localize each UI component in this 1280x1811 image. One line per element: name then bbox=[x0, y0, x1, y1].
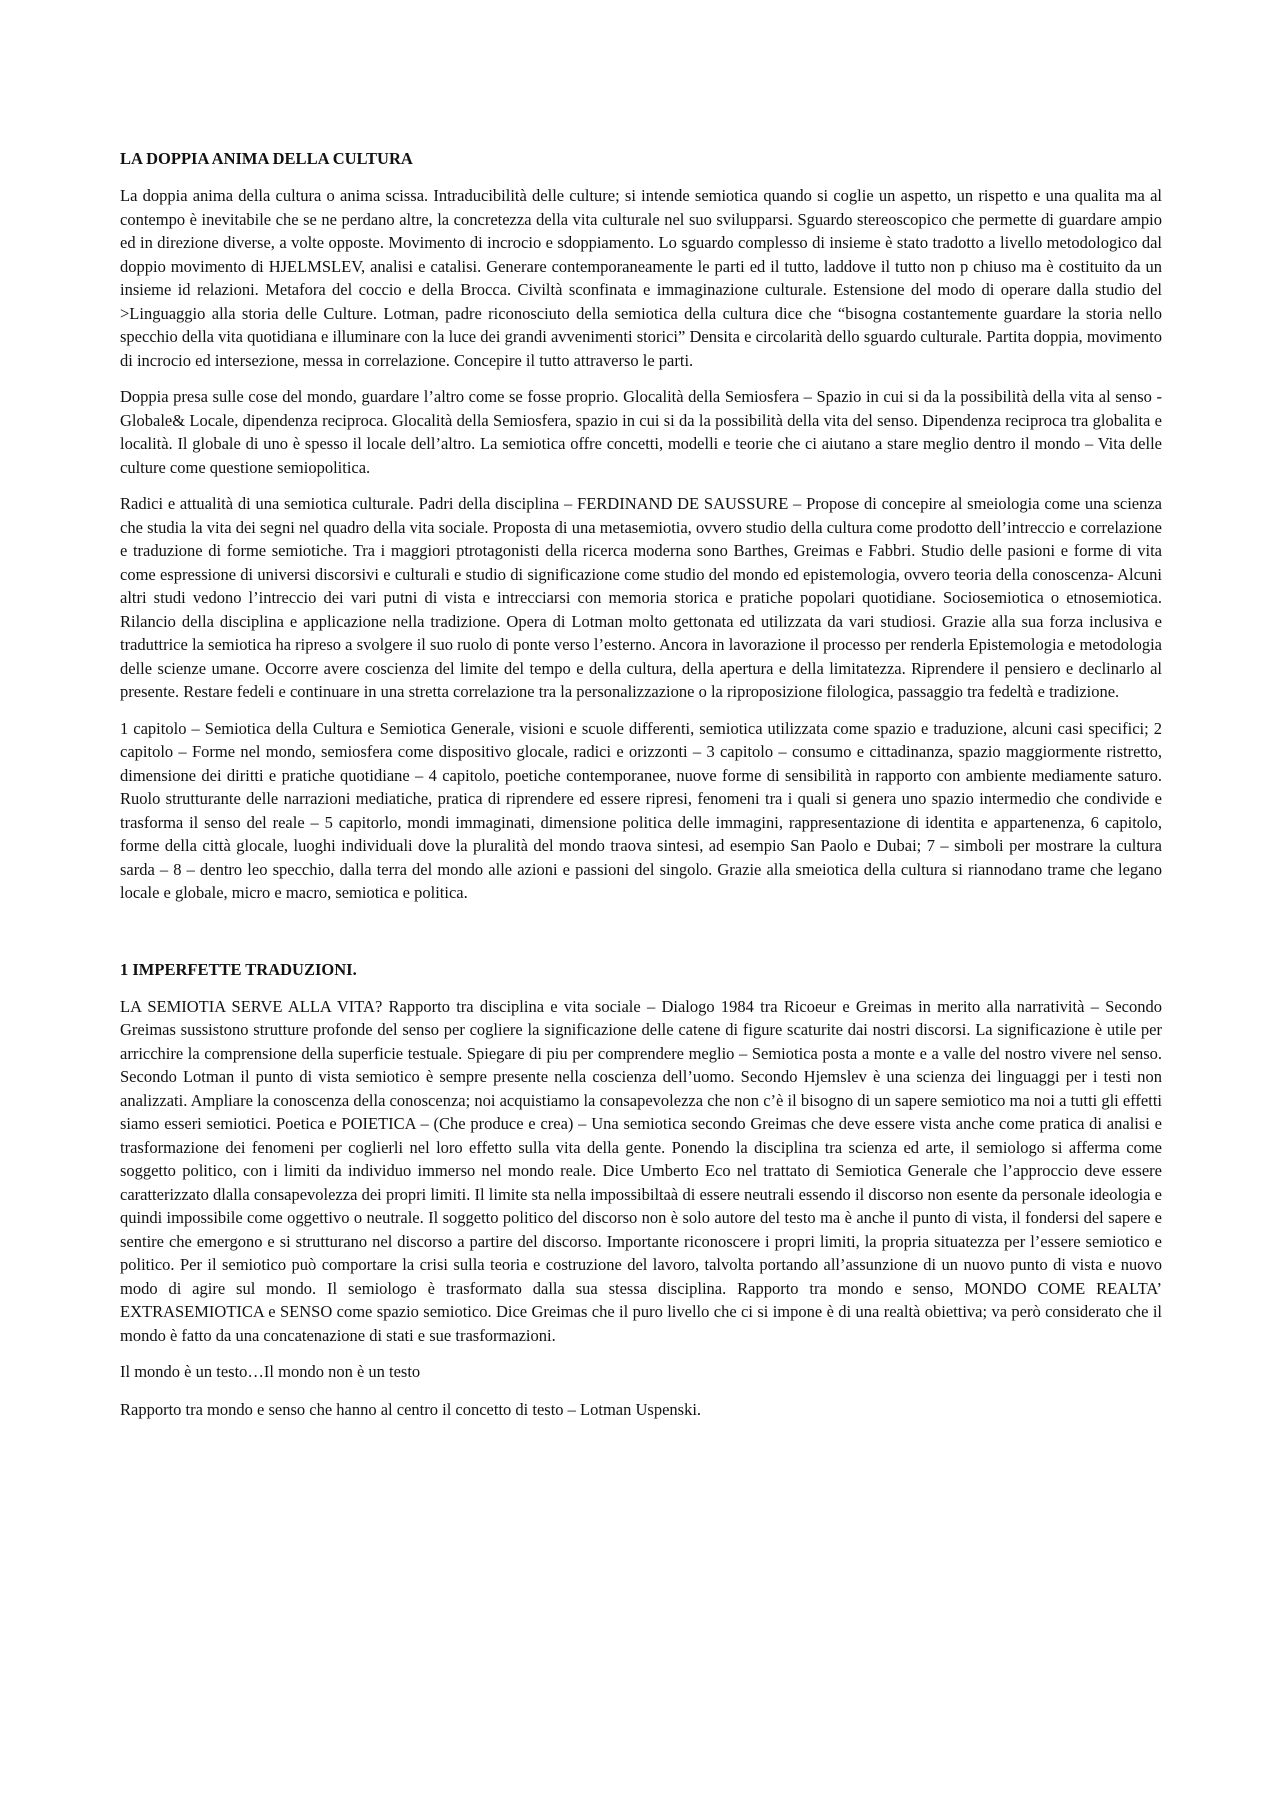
paragraph: 1 capitolo – Semiotica della Cultura e Semiotica Generale, visioni e scuole differenti, semiotica utilizzata come spazio e traduzione, alcuni casi specifici; 2 capitolo – Forme nel mondo, semiosfera come dispositivo glocale, radici e orizzonti – 3 capitolo – consumo e cittadinanza, spazio maggiormente ristretto, dimensione dei diritti e pratiche quotidiane – 4 capitolo, poetiche contemporanee, nuove forme di sensibilità in rapporto con ambiente mediamente saturo. Ruolo strutturante delle narrazioni mediatiche, pratica di riprendere ed essere ripresi, fenomeni tra i quali si genera uno spazio intermedio che condivide e trasforma il senso del reale – 5 capitorlo, mondi immaginati, dimensione politica delle immagini, rappresentazione di identita e appartenenza, 6 capitolo, forme della città glocale, luoghi individuali dove la pluralità del mondo traova sintesi, ad esempio San Paolo e Dubai; 7 – simboli per mostrare la cultura sarda – 8 – dentro leo specchio, dalla terra del mondo alle azioni e passioni del singolo. Grazie alla smeiotica della cultura si riannodano trame che legano locale e globale, micro e macro, semiotica e politica. bbox=[120, 718, 1162, 902]
paragraph: Doppia presa sulle cose del mondo, guardare l’altro come se fosse proprio. Glocalità della Semiosfera – Spazio in cui si da la possibilità della vita al senso - Globale& Locale, dipendenza reciproca. Glocalità della Semiosfera, spazio in cui si da la possibilità della vita del senso. Dipendenza reciproca tra globalita e località. Il globale di uno è spesso il locale dell’altro. La semiotica offre concetti, modelli e teorie che ci aiutano a stare meglio dentro il mondo – Vita delle culture come questione semiopolitica. bbox=[120, 387, 1162, 477]
section-title-imperfette-traduzioni: 1 IMPERFETTE TRADUZIONI. bbox=[120, 959, 357, 979]
paragraph: Rapporto tra mondo e senso che hanno al centro il concetto di testo – Lotman Uspenski. bbox=[120, 1399, 702, 1419]
paragraph: LA SEMIOTIA SERVE ALLA VITA? Rapporto tra disciplina e vita sociale – Dialogo 1984 tra Ricoeur e Greimas in merito alla narratività – Secondo Greimas sussistono strutture profonde del senso per cogliere la significazione delle catene di figure scaturite dai nostri discorsi. La significazione è utile per arricchire la comprensione della superficie testuale. Spiegare di piu per comprendere meglio – Semiotica posta a monte e a valle del nostro vivere nel senso. Secondo Lotman il punto di vista semiotico è sempre presente nella coscienza dell’uomo. Secondo Hjemslev è una scienza dei linguaggi per i testi non analizzati. Ampliare la conoscenza della conoscenza; noi acquistiamo la consapevolezza che non c’è il bisogno di un sapere semiotico ma noi a tutti gli effetti siamo esseri semiotici. Poetica e POIETICA – (Che produce e crea) – Una semiotica secondo Greimas che deve essere vista anche come pratica di analisi e trasformazione dei fenomeni per coglierli nel loro effetto sulla vita della gente. Ponendo la disciplina tra scienza ed arte, il semiologo si afferma come soggetto politico, con i limiti da individuo immerso nel mondo reale. Dice Umberto Eco nel trattato di Semiotica Generale che l’approccio deve essere caratterizzato dlalla consapevolezza dei propri limiti. Il limite sta nella impossibiltaà di essere neutrali essendo il discorso non esente da personale ideologia e quindi impossibile come oggettivo o neutrale. Il soggetto politico del discorso non è solo autore del testo ma è anche il punto di vista, il fondersi del sapere e sentire che emergono e si strutturano nel discorso a partire del discorso. Importante riconoscere i propri limiti, la propria situatezza per l’essere semiotico e politico. Per il semiotico può comportare la crisi sulla teoria e costruzione del lavoro, talvolta portando all’assunzione di un nuovo punto di vista e nuovo modo di agire sul mondo. Il semiologo è trasformato dalla sua stessa disciplina. Rapporto tra mondo e senso, MONDO COME REALTA’ EXTRASEMIOTICA e SENSO come spazio semiotico. Dice Greimas che il puro livello che ci si impone è di una realtà obiettiva; va però considerato che il mondo è fatto da una concatenazione di stati e sue trasformazioni. bbox=[120, 996, 1162, 1345]
paragraph: Radici e attualità di una semiotica culturale. Padri della disciplina – FERDINAND DE SAUSSURE – Propose di concepire al smeiologia come una scienza che studia la vita dei segni nel quadro della vita sociale. Proposta di una metasemiotia, ovvero studio della cultura come prodotto dell’intreccio e correlazione e traduzione di forme semiotiche. Tra i maggiori ptrotagonisti della ricerca moderna sono Barthes, Greimas e Fabbri. Studio delle pasioni e forme di vita come espressione di universi discorsivi e culturali e studio di significazione come studio del mondo ed epistemologia, ovvero teoria della conoscenza- Alcuni altri studi vedono l’intreccio dei vari putni di vista e intrecciarsi con memoria storica e pratiche popolari quotidiane. Sociosemiotica o etnosemiotica. Rilancio della disciplina e applicazione nella tradizione. Opera di Lotman molto gettonata ed utilizzata da vari studiosi. Grazie alla sua forza inclusiva e traduttrice la semiotica ha ripreso a svolgere il suo ruolo di ponte verso l’esterno. Ancora in lavorazione il processo per renderla Epistemologia e metodologia delle scienze umane. Occorre avere coscienza del limite del tempo e della cultura, della apertura e della limitatezza. Riprendere il pensiero e declinarlo al presente. Restare fedeli e continuare in una stretta correlazione tra la personalizzazione o la riproposizione filologica, passaggio tra fedeltà e tradizione. bbox=[120, 494, 1162, 701]
section-title-doppia-anima: LA DOPPIA ANIMA DELLA CULTURA bbox=[120, 149, 413, 168]
paragraph: Il mondo è un testo…Il mondo non è un testo bbox=[120, 1362, 421, 1381]
paragraph: La doppia anima della cultura o anima scissa. Intraducibilità delle culture; si intende semiotica quando si coglie un aspetto, un rispetto e una qualita ma al contempo è inevitabile che se ne perdano altre, la concretezza della vita culturale nel suo svilupparsi. Sguardo stereoscopico che permette di guardare ampio ed in direzione diverse, a volte opposte. Movimento di incrocio e sdoppiamento. Lo sguardo complesso di insieme è stato tradotto a livello metodologico dal doppio movimento di HJELMSLEV, analisi e catalisi. Generare contemporaneamente le parti ed il tutto, laddove il tutto non p chiuso ma è costituito da un insieme id relazioni. Metafora del coccio e della Brocca. Civiltà sconfinata e immaginazione culturale. Estensione del modo di operare dalla studio del >Linguaggio alla storia delle Culture. Lotman, padre riconosciuto della semiotica della cultura dice che “bisogna costantemente guardare la storia nello specchio della vita quotidiana e illuminare con la luce dei grandi avvenimenti storici” Densita e circolarità dello sguardo culturale. Partita doppia, movimento di incrocio ed intersezione, messa in correlazione. Concepire il tutto attraverso le parti. bbox=[120, 186, 1162, 370]
document-page bbox=[120, 148, 1162, 1435]
